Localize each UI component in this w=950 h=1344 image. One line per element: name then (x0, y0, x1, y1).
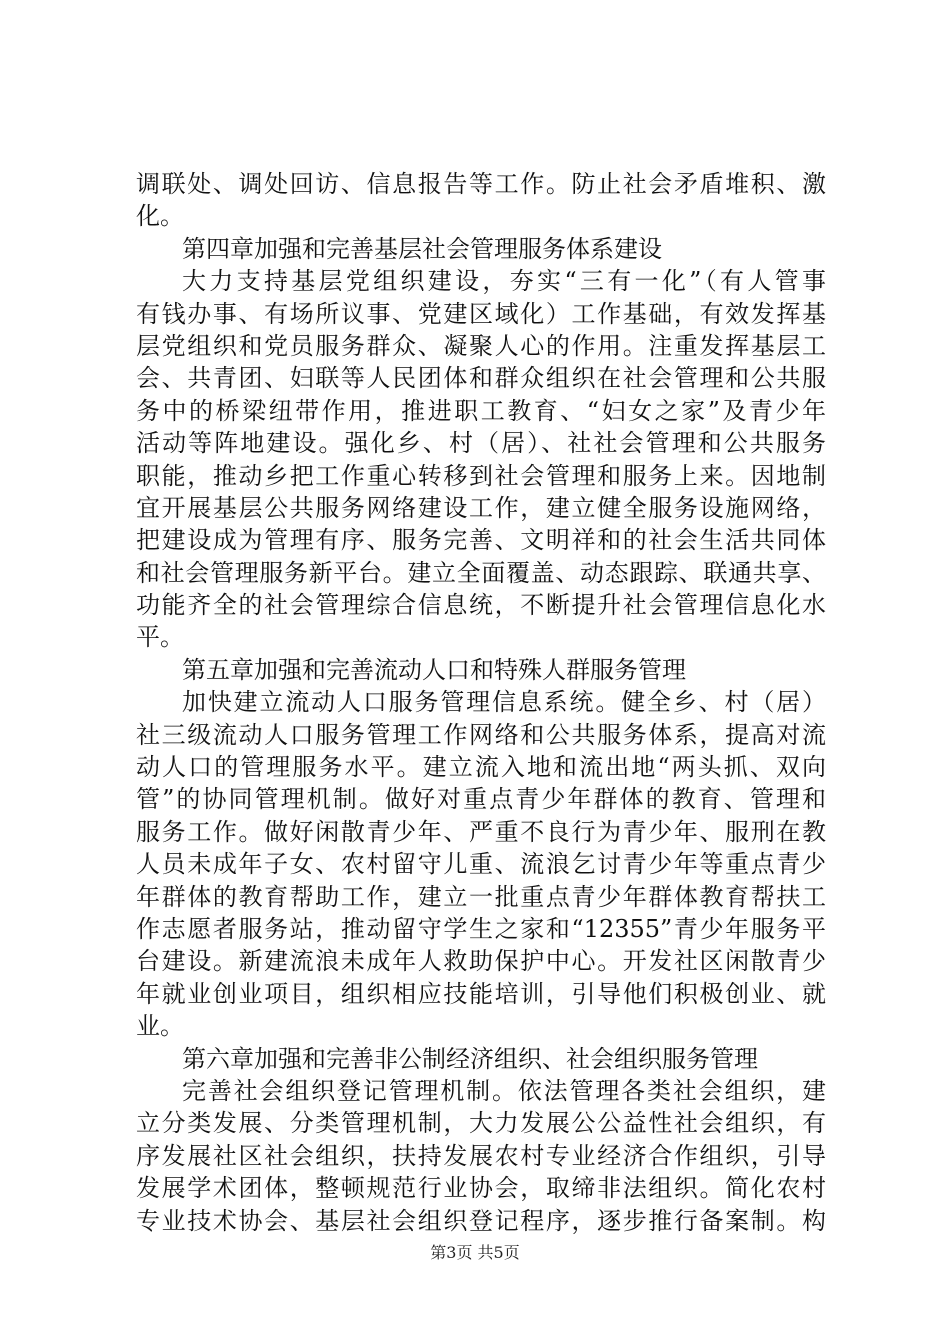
text-line: 台建设。新建流浪未成年人救助保护中心。开发社区闲散青少 (136, 947, 826, 976)
text-line: 功能齐全的社会管理综合信息统，不断提升社会管理信息化水 (136, 591, 826, 620)
text-line: 活动等阵地建设。强化乡、村（居）、社社会管理和公共服务 (136, 429, 826, 458)
text-line: 务中的桥梁纽带作用，推进职工教育、“妇女之家”及青少年 (136, 396, 826, 425)
text-line: 第六章加强和完善非公制经济组织、社会组织服务管理 (182, 1044, 758, 1073)
text-line: 职能，推动乡把工作重心转移到社会管理和服务上来。因地制 (136, 461, 826, 490)
text-line: 社三级流动人口服务管理工作网络和公共服务体系，提高对流 (136, 720, 826, 749)
text-line: 层党组织和党员服务群众、凝聚人心的作用。注重发挥基层工 (136, 331, 826, 360)
text-line: 第四章加强和完善基层社会管理服务体系建设 (182, 234, 662, 263)
text-line: 调联处、调处回访、信息报告等工作。防止社会矛盾堆积、激 (136, 170, 826, 198)
text-line: 大力支持基层党组织建设，夯实“三有一化”（有人管事 (182, 267, 826, 296)
text-line: 平。 (136, 623, 184, 652)
text-line: 和社会管理服务新平台。建立全面覆盖、动态跟踪、联通共享、 (136, 558, 826, 587)
text-line: 年群体的教育帮助工作，建立一批重点青少年群体教育帮扶工 (136, 882, 826, 911)
text-line: 会、共青团、妇联等人民团体和群众组织在社会管理和公共服 (136, 364, 826, 393)
text-line: 专业技术协会、基层社会组织登记程序，逐步推行备案制。构 (136, 1206, 826, 1235)
text-line: 作志愿者服务站，推动留守学生之家和“12355”青少年服务平 (136, 914, 826, 943)
page-footer: 第3页 共5页 (430, 1243, 520, 1262)
text-line: 立分类发展、分类管理机制，大力发展公公益性社会组织，有 (136, 1109, 826, 1138)
text-line: 业。 (136, 1012, 184, 1041)
text-line: 宜开展基层公共服务网络建设工作，建立健全服务设施网络， (136, 493, 826, 522)
text-line: 年就业创业项目，组织相应技能培训，引导他们积极创业、就 (136, 979, 826, 1008)
text-line: 管”的协同管理机制。做好对重点青少年群体的教育、管理和 (136, 785, 826, 814)
text-line: 有钱办事、有场所议事、党建区域化）工作基础，有效发挥基 (136, 299, 826, 328)
text-line: 把建设成为管理有序、服务完善、文明祥和的社会生活共同体 (136, 526, 826, 555)
text-line: 完善社会组织登记管理机制。依法管理各类社会组织，建 (182, 1076, 826, 1105)
text-line: 动人口的管理服务水平。建立流入地和流出地“两头抓、双向 (136, 753, 826, 782)
text-line: 化。 (136, 202, 184, 231)
text-line: 服务工作。做好闲散青少年、严重不良行为青少年、服刑在教 (136, 817, 826, 846)
text-line: 发展学术团体，整顿规范行业协会，取缔非法组织。简化农村 (136, 1174, 826, 1203)
text-line: 人员未成年子女、农村留守儿重、流浪乞讨青少年等重点青少 (136, 850, 826, 879)
text-line: 加快建立流动人口服务管理信息系统。健全乡、村（居） (182, 688, 826, 717)
text-line: 序发展社区社会组织，扶持发展农村专业经济合作组织，引导 (136, 1141, 826, 1170)
body-text (136, 168, 826, 1237)
text-line: 第五章加强和完善流动人口和特殊人群服务管理 (182, 655, 686, 684)
